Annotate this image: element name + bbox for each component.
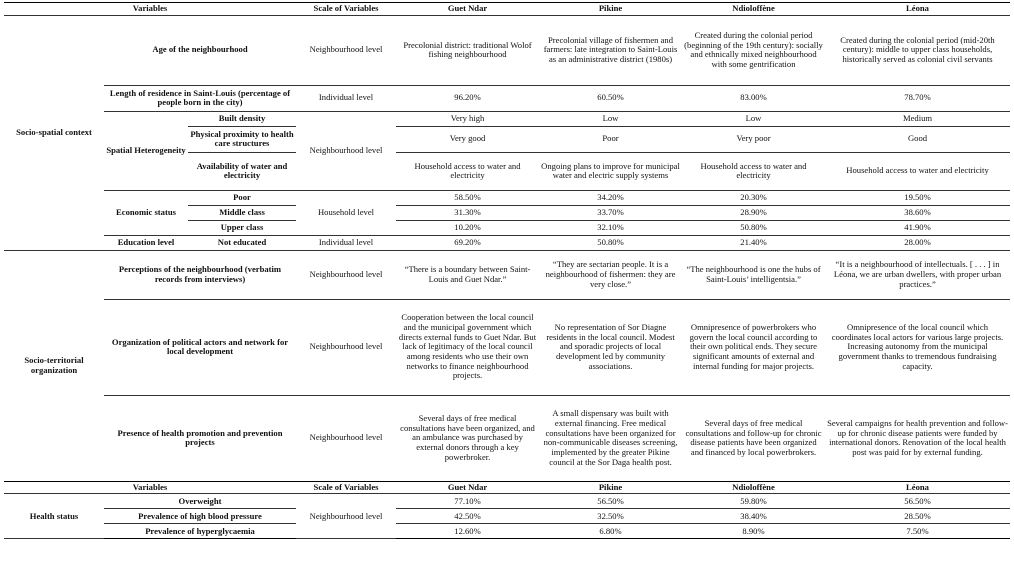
- cell: 59.80%: [740, 495, 767, 506]
- label-political: Organization of political actors and network for local development: [104, 299, 296, 395]
- row-age: [4, 15, 1010, 85]
- cell: 38.60%: [825, 205, 1010, 220]
- scale-residence: Individual level: [296, 85, 396, 111]
- cell: 50.80%: [682, 220, 825, 235]
- cell: “It is a neighbourhood of intellectuals. [ . . . ] in Léona, we are urban dwellers, with proper urban practices.”: [825, 250, 1010, 299]
- cell: 83.00%: [682, 85, 825, 111]
- cell: Omnipresence of the local council which coordinates local actors for various large projects. Increasing autonomy from the municipal government thanks to tremendous fundraising capacity.: [825, 299, 1010, 395]
- cell: Cooperation between the local council and the municipal government which directs external funds to Guet Ndar. But lack of legitimacy of the local council among residents who use their own networks to finance neighbourhood projects.: [396, 299, 539, 395]
- cell: 78.70%: [825, 85, 1010, 111]
- cell: 12.60%: [396, 524, 539, 539]
- cell: 77.10%: [454, 495, 481, 506]
- scale-health: Neighbourhood level: [296, 494, 396, 539]
- cell: 32.10%: [539, 220, 682, 235]
- cell: Several days of free medical consultations have been organized, and an ambulance was purchased by external donors through a key powerbroker.: [396, 395, 539, 481]
- cell: Household access to water and electricity: [825, 152, 1010, 190]
- header-scale: Scale of Variables: [296, 481, 396, 494]
- cell: Created during the colonial period (beginning of the 19th century): socially and ethnically mixed neighbourhood with some gentrification: [684, 29, 823, 69]
- cell: 42.50%: [396, 509, 539, 524]
- cell: Low: [539, 111, 682, 126]
- cell: A small dispensary was built with external financing. Free medical consultations have been organized for non-communicable diseases screening, implemented by the greater Pikine council at the Sor Daga health post.: [539, 395, 682, 481]
- cell: “They are sectarian people. It is a neighbourhood of fishermen: they are very close.”: [539, 250, 682, 299]
- label-water: Availability of water and electricity: [188, 152, 296, 190]
- scale-economic: Household level: [296, 190, 396, 235]
- group-health: Health status: [4, 494, 104, 539]
- cell: Very good: [396, 126, 539, 152]
- cell: Good: [825, 126, 1010, 152]
- cell: 20.30%: [682, 190, 825, 205]
- scale-education: Individual level: [296, 235, 396, 250]
- label-residence: Length of residence in Saint-Louis (percentage of people born in the city): [104, 85, 296, 111]
- label-education: Education level: [104, 235, 188, 250]
- cell: 96.20%: [396, 85, 539, 111]
- header-pikine: Pikine: [539, 3, 682, 16]
- label-upper: Upper class: [188, 220, 296, 235]
- scale-health-promo: Neighbourhood level: [296, 395, 396, 481]
- scale-spatial: Neighbourhood level: [296, 111, 396, 190]
- cell: 33.70%: [539, 205, 682, 220]
- cell: 19.50%: [825, 190, 1010, 205]
- cell: Ongoing plans to improve for municipal water and electric supply systems: [539, 152, 682, 190]
- cell: 6.80%: [539, 524, 682, 539]
- header-ndioloffene: Ndioloffène: [682, 481, 825, 494]
- cell: Precolonial village of fishermen and farmers: late integration to Saint-Louis as an administrative district (1980s): [543, 34, 678, 65]
- cell: Household access to water and electricity: [396, 152, 539, 190]
- cell: Several days of free medical consultations and follow-up for chronic disease patients have been organized and financed by local powerbrokers.: [682, 395, 825, 481]
- cell: Omnipresence of powerbrokers who govern the local council according to their own political ends. They secure significant amounts of external and internal funding for major projects.: [682, 299, 825, 395]
- cell: 31.30%: [396, 205, 539, 220]
- label-overweight: Overweight: [178, 495, 222, 506]
- header-leona: Léona: [825, 481, 1010, 494]
- header-leona: Léona: [825, 3, 1010, 16]
- label-proximity: Physical proximity to health care structures: [188, 126, 296, 152]
- header-guet-ndar: Guet Ndar: [396, 481, 539, 494]
- comparison-table: [4, 2, 1010, 539]
- header-guet-ndar: Guet Ndar: [396, 3, 539, 16]
- cell: Several campaigns for health prevention and follow-up for chronic disease patients were funded by international donors. Renovation of the local health post was paid for by external funding.: [825, 395, 1010, 481]
- row-health-promo: [4, 395, 1010, 481]
- header-row-repeat: [4, 481, 1010, 494]
- cell: 69.20%: [396, 235, 539, 250]
- group-socio-spatial: Socio-spatial context: [16, 126, 92, 137]
- cell: 50.80%: [539, 235, 682, 250]
- label-built: Built density: [188, 111, 296, 126]
- header-row: [4, 3, 1010, 16]
- cell: 32.50%: [539, 509, 682, 524]
- cell: 56.50%: [904, 495, 931, 506]
- cell: Precolonial district: traditional Wolof fishing neighbourhood: [403, 39, 532, 60]
- label-middle: Middle class: [188, 205, 296, 220]
- scale-age: Neighbourhood level: [309, 44, 383, 55]
- label-perceptions: Perceptions of the neighbourhood (verbatim records from interviews): [104, 250, 296, 299]
- row-perceptions: [4, 250, 1010, 299]
- cell: Medium: [825, 111, 1010, 126]
- row-political: [4, 299, 1010, 395]
- label-health-promo: Presence of health promotion and prevention projects: [104, 395, 296, 481]
- label-not-educated: Not educated: [188, 235, 296, 250]
- cell: 60.50%: [539, 85, 682, 111]
- cell: Very poor: [682, 126, 825, 152]
- cell: 28.00%: [825, 235, 1010, 250]
- cell: “There is a boundary between Saint-Louis and Guet Ndar.”: [396, 250, 539, 299]
- label-glyc: Prevalence of hyperglycaemia: [104, 524, 296, 539]
- row-built-density: [4, 111, 1010, 126]
- group-socio-territorial: Socio-territorial organization: [4, 250, 104, 481]
- row-education: [4, 235, 1010, 250]
- cell: Low: [682, 111, 825, 126]
- scale-perceptions: Neighbourhood level: [296, 250, 396, 299]
- cell: 41.90%: [825, 220, 1010, 235]
- cell: No representation of Sor Diagne residents in the local council. Modest and sporadic projects of local development led by community associations.: [539, 299, 682, 395]
- label-bp: Prevalence of high blood pressure: [104, 509, 296, 524]
- cell: 38.40%: [682, 509, 825, 524]
- cell: 34.20%: [539, 190, 682, 205]
- row-residence: [4, 85, 1010, 111]
- row-poor: [4, 190, 1010, 205]
- cell: 28.50%: [825, 509, 1010, 524]
- cell: 28.90%: [682, 205, 825, 220]
- cell: 7.50%: [825, 524, 1010, 539]
- header-pikine: Pikine: [539, 481, 682, 494]
- header-scale: Scale of Variables: [296, 3, 396, 16]
- label-poor: Poor: [188, 190, 296, 205]
- cell: “The neighbourhood is one the hubs of Saint-Louis’ intelligentsia.”: [682, 250, 825, 299]
- cell: 58.50%: [396, 190, 539, 205]
- cell: Very high: [396, 111, 539, 126]
- header-variables: Variables: [4, 3, 296, 16]
- cell: Poor: [539, 126, 682, 152]
- row-blood-pressure: [4, 509, 1010, 524]
- header-variables: Variables: [4, 481, 296, 494]
- cell: Created during the colonial period (mid-20th century): middle to upper class households, historically served as colonial civil servants: [840, 34, 995, 65]
- cell: 21.40%: [682, 235, 825, 250]
- cell: 10.20%: [396, 220, 539, 235]
- label-economic: Economic status: [104, 190, 188, 235]
- row-hyperglycaemia: [4, 524, 1010, 539]
- label-spatial: Spatial Heterogeneity: [104, 111, 188, 190]
- row-overweight: [4, 494, 1010, 509]
- header-ndioloffene: Ndioloffène: [682, 3, 825, 16]
- scale-political: Neighbourhood level: [296, 299, 396, 395]
- cell: Household access to water and electricity: [682, 152, 825, 190]
- label-age: Age of the neighbourhood: [152, 44, 248, 55]
- cell: 8.90%: [682, 524, 825, 539]
- cell: 56.50%: [597, 495, 624, 506]
